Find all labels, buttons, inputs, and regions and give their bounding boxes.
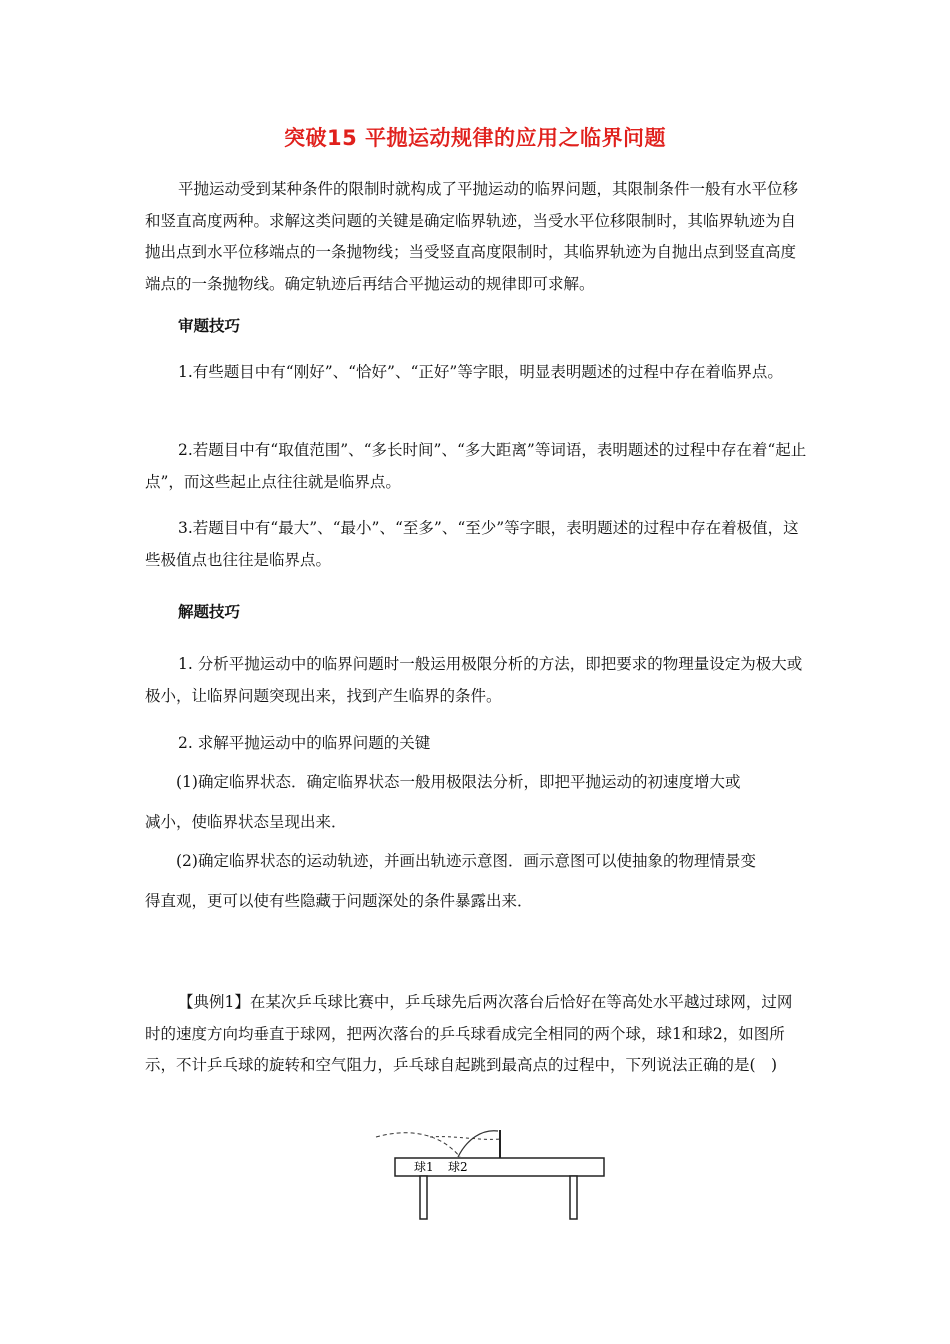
page-title: 突破15 平抛运动规律的应用之临界问题 <box>283 126 667 150</box>
solve-sub-2-line-2: 得直观，更可以使有些隐藏于问题深处的条件暴露出来． <box>145 892 533 910</box>
section-heading-review: 审题技巧 <box>178 317 241 335</box>
review-tip-1: 1.有些题目中有“刚好”、“恰好”、“正好”等字眼，明显表明题述的过程中存在着临界点。 <box>178 363 783 381</box>
solve-sub-1-line-2: 减小，使临界状态呈现出来． <box>145 813 347 831</box>
label-ball-2: 球2 <box>448 1160 468 1174</box>
solve-tip-1: 1. 分析平抛运动中的临界问题时一般运用极限分析的方法，即把要求的物理量设定为极大或极小，让临界问题突现出来，找到产生临界的条件。 <box>145 655 803 705</box>
table-leg-left <box>420 1176 427 1219</box>
example-1-text: 【典例1】在某次乒乓球比赛中，乒乓球先后两次落台后恰好在等高处水平越过球网，过网时的速度方向均垂直于球网，把两次落台的乒乓球看成完全相同的两个球，球1和球2，如图所示，不计乒乓球的旋转和空气阻力，乒乓球自起跳到最高点的过程中，下列说法正确的是( ) <box>145 993 793 1074</box>
review-tip-3: 3.若题目中有“最大”、“最小”、“至多”、“至少”等字眼，表明题述的过程中存在着极值，这些极值点也往往是临界点。 <box>145 519 799 569</box>
trajectory-ball-1 <box>376 1133 460 1157</box>
table-leg-right <box>570 1176 577 1219</box>
intro-paragraph: 平抛运动受到某种条件的限制时就构成了平抛运动的临界问题，其限制条件一般有水平位移和竖直高度两种。求解这类问题的关键是确定临界轨迹，当受水平位移限制时，其临界轨迹为自抛出点到水平位移端点的一条抛物线；当受竖直高度限制时，其临界轨迹为自抛出点到竖直高度端点的一条抛物线。确定轨迹后再结合平抛运动的规律即可求解。 <box>145 180 799 293</box>
section-heading-solve: 解题技巧 <box>178 603 241 621</box>
trajectory-ball-2-rise <box>458 1131 498 1157</box>
trajectory-ball-2 <box>430 1137 500 1140</box>
review-tip-2: 2.若题目中有“取值范围”、“多长时间”、“多大距离”等词语，表明题述的过程中存在着“起止点”，而这些起止点往往就是临界点。 <box>145 441 807 491</box>
label-ball-1: 球1 <box>414 1160 434 1174</box>
solve-sub-2-line-1: (2)确定临界状态的运动轨迹，并画出轨迹示意图．画示意图可以使抽象的物理情景变 <box>176 852 756 870</box>
solve-tip-2: 2. 求解平抛运动中的临界问题的关键 <box>178 734 431 752</box>
ping-pong-table-figure <box>372 1127 612 1231</box>
solve-sub-1-line-1: (1)确定临界状态．确定临界状态一般用极限法分析，即把平抛运动的初速度增大或 <box>176 773 741 791</box>
